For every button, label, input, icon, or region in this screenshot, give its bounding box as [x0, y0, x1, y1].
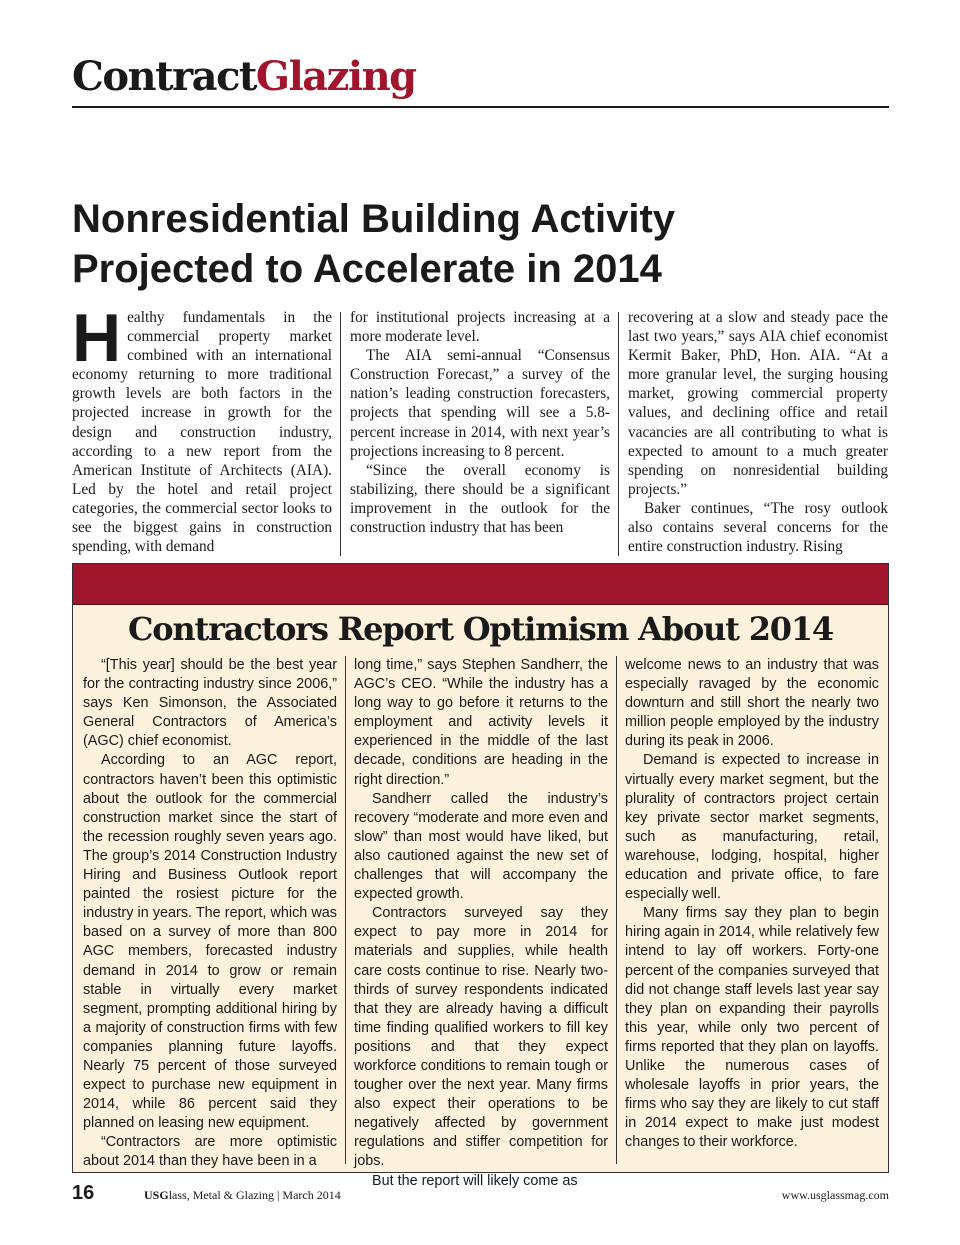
article-column-1 — [72, 300, 332, 558]
article-column-3 — [628, 308, 888, 558]
column-rule — [340, 312, 341, 556]
article-paragraph: The AIA semi-annual “Consensus Construction Forecast,” a survey of the nation’s leading construction forecasters, projects that spending will see a 5.8-percent increase in 2014, with next year’s projections increasing to 8 percent. — [350, 347, 610, 460]
article-paragraph: “Since the overall economy is stabilizing, there should be a significant improvement in the outlook for the construction industry that has been — [350, 461, 610, 537]
article-paragraph: for institutional projects increasing at a more moderate level. — [350, 309, 610, 346]
article-column-2 — [350, 308, 610, 558]
sidebar-paragraph: Demand is expected to increase in virtually every market segment, but the plurality of contractors project certain key private sector market segments, such as manufacturing, retail, warehouse, lodging, hospital, higher education and private office, to fare especially well. — [625, 752, 879, 903]
sidebar-column-3 — [625, 656, 879, 1168]
article-headline — [72, 194, 872, 294]
publication-brand: USG — [144, 1188, 169, 1202]
page-footer — [72, 1180, 889, 1210]
article-paragraph: ealthy fundamentals in the commercial property market combined with an international economy returning to more traditional growth levels are both factors in the projected increase in growth for the design and construction industry, according to a new report from the American Institute of Architects (AIA). Led by the hotel and retail project categories, the commercial sector looks to see the biggest gains in construction spending, with demand — [72, 309, 332, 556]
publication-title: lass, Metal & Glazing — [168, 1188, 274, 1202]
sidebar-title: Contractors Report Optimism About 2014 — [128, 610, 833, 648]
headline-line-2: Projected to Accelerate in 2014 — [72, 247, 662, 291]
sidebar-paragraph: welcome news to an industry that was especially ravaged by the economic downturn and still short the nearly two million people employed by the industry during its peak in 2006. — [625, 657, 879, 750]
sidebar-column-2 — [354, 656, 608, 1189]
section-title-glazing: Glazing — [255, 53, 416, 100]
section-title-contract: Contract — [72, 53, 256, 100]
sidebar-paragraph: Many firms say they plan to begin hiring again in 2014, while relatively few intend to lay off workers. Forty-one percent of the companies surveyed that did not change staff levels last year say they plan on expanding their payrolls this year, while only two percent of firms reported that they plan on layoffs. Unlike the numerous cases of wholesale layoffs in prior years, the firms who say they are likely to cut staff in 2014 expect to make just modest changes to their workforce. — [625, 905, 879, 1151]
sidebar-paragraph: But the report will likely come as — [372, 1172, 578, 1189]
article-paragraph: Baker continues, “The rosy outlook also contains several concerns for the entire construction industry. Rising — [628, 499, 888, 556]
sidebar-paragraph: According to an AGC report, contractors haven’t been this optimistic about the outlook for the commercial construction market since the start of the recession roughly seven years ago. The group’s 2014 Construction Industry Hiring and Business Outlook report painted the rosiest picture for the industry in years. The report, which was based on a survey of more than 800 AGC members, forecasted industry demand in 2014 to grow or remain stable in virtually every market segment, prompting additional hiring by a majority of construction firms with few companies planning future layoffs. Nearly 75 percent of those surveyed expect to purchase new equipment in 2014, while 86 percent said they planned on leasing new equipment. — [83, 752, 337, 1132]
drop-cap: H — [72, 300, 122, 376]
sidebar-column-1 — [83, 656, 337, 1168]
sidebar-color-band — [73, 564, 888, 605]
sidebar-box — [72, 563, 889, 1189]
publication-separator: | — [277, 1188, 280, 1202]
column-rule — [618, 312, 619, 556]
sidebar-column-rule — [345, 656, 346, 1164]
sidebar-paragraph: Sandherr called the industry’s recovery “moderate and more even and slow” than most would have liked, but also cautioned against the new set of challenges that will accompany the expected growth. — [354, 790, 608, 903]
sidebar-column-rule — [616, 656, 617, 1164]
headline-line-1: Nonresidential Building Activity — [72, 197, 676, 241]
section-header — [72, 52, 889, 108]
sidebar-paragraph: “Contractors are more optimistic about 2014 than they have been in a — [83, 1134, 337, 1170]
article-body — [72, 300, 889, 558]
sidebar-paragraph: Contractors surveyed say they expect to pay more in 2014 for materials and supplies, while health care costs continue to rise. Nearly two-thirds of survey respondents indicated that they are already having a difficult time finding qualified workers to fill key positions and that they expect workforce conditions to remain tough or tougher over the next year. Many firms also expect their operations to be negatively affected by government regulations and stiffer competition for jobs. — [354, 905, 608, 1170]
issue-date: March 2014 — [282, 1188, 341, 1202]
sidebar-paragraph: “[This year] should be the best year for the contracting industry since 2006,” says Ken Simonson, the Associated General Contractors of America’s (AGC) chief economist. — [83, 657, 337, 750]
page-number: 16 — [72, 1182, 95, 1204]
publication-name — [144, 1188, 341, 1203]
website-url: www.usglassmag.com — [781, 1188, 889, 1202]
article-paragraph: recovering at a slow and steady pace the last two years,” says AIA chief economist Kermit Baker, PhD, Hon. AIA. “At a more granular level, the surging housing market, growing commercial property values, and declining office and retail vacancies are all contributing to what is expected to amount to a much greater spending on nonresidential building projects.” — [628, 309, 888, 498]
sidebar-paragraph: long time,” says Stephen Sandherr, the AGC’s CEO. “While the industry has a long way to go before it returns to the employment and activity levels it experienced in the middle of the last decade, conditions are heading in the right direction.” — [354, 657, 608, 788]
